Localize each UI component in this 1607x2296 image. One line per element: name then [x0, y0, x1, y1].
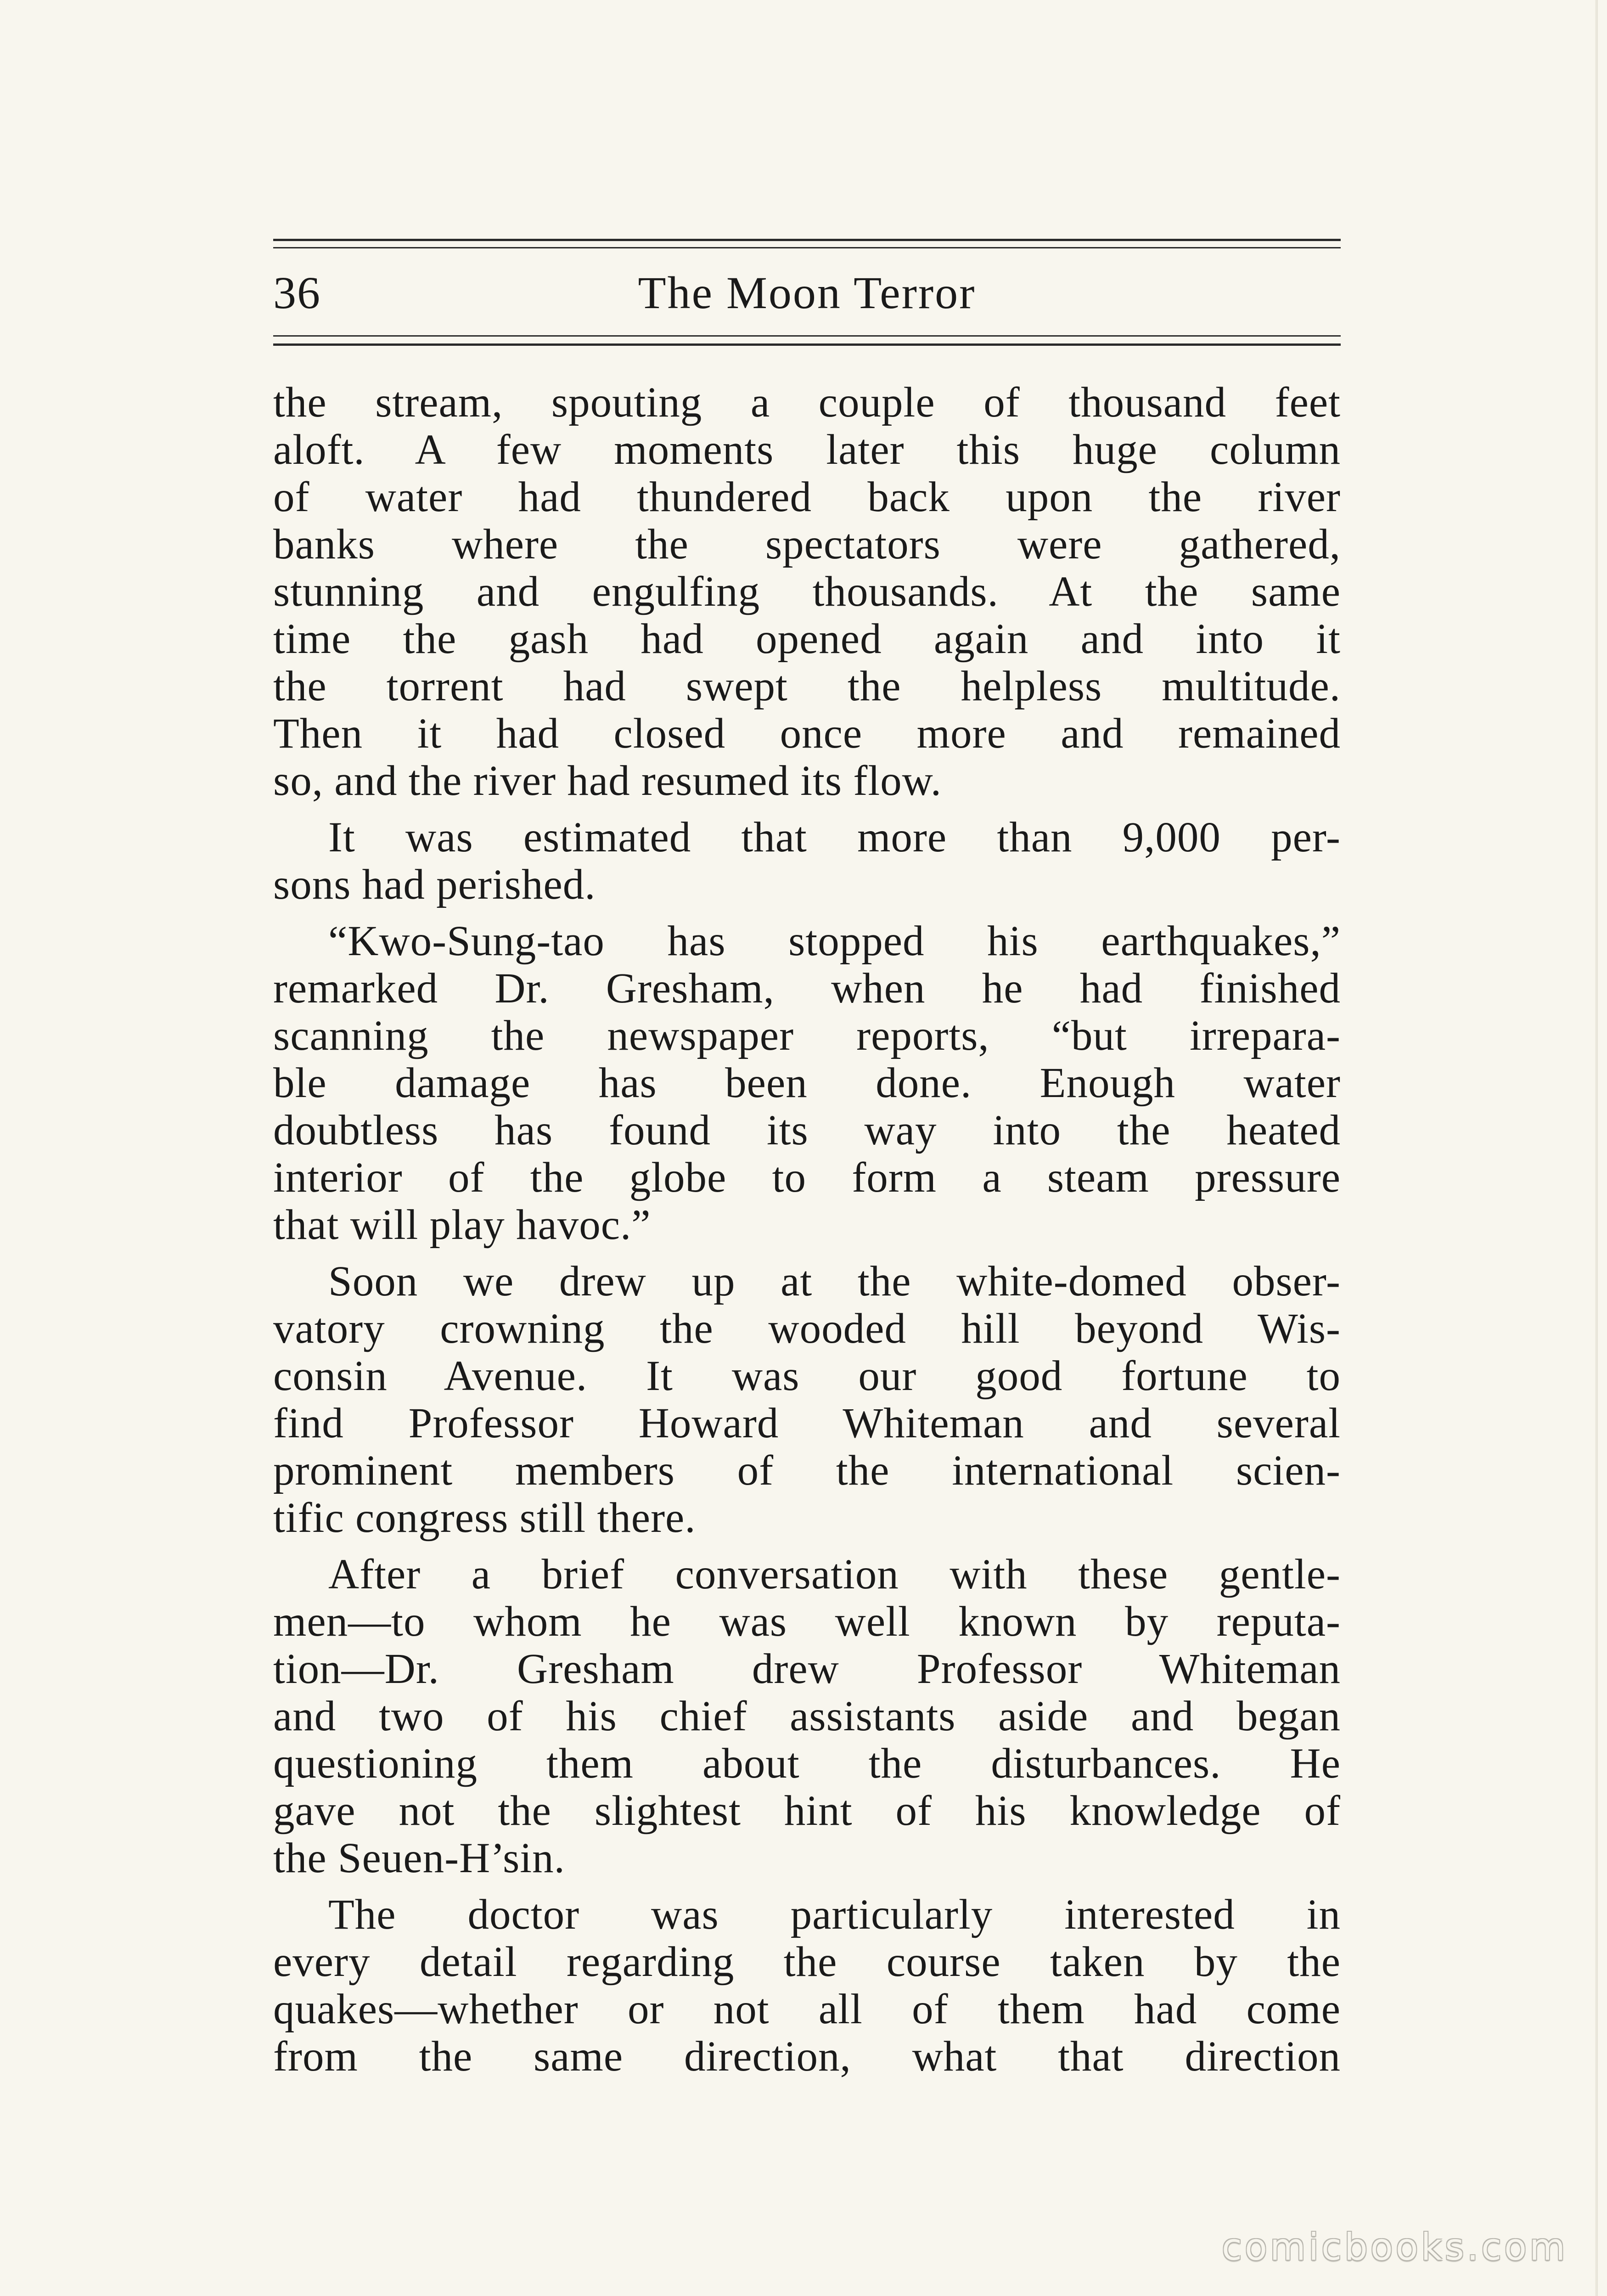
text-line: The doctor was particularly interested in [328, 1891, 1341, 1938]
text-line: It was estimated that more than 9,000 per- [328, 814, 1341, 861]
text-line: so, and the river had resumed its flow. [273, 757, 942, 805]
paragraph-1 [273, 379, 1341, 805]
header-rule-bottom-thick [273, 343, 1341, 346]
text-line: from the same direction, what that direction [273, 2033, 1341, 2080]
body-text [273, 379, 1341, 2080]
text-line: scanning the newspaper reports, “but irrepara- [273, 1012, 1341, 1059]
text-line: ble damage has been done. Enough water [273, 1059, 1341, 1107]
text-line: stunning and engulfing thousands. At the same [273, 568, 1341, 615]
page-edge-shadow [1595, 0, 1598, 2296]
text-line: tific congress still there. [273, 1494, 696, 1542]
text-line: find Professor Howard Whiteman and several [273, 1400, 1341, 1447]
running-title: The Moon Terror [638, 267, 976, 318]
paragraph-2 [273, 814, 1341, 908]
header-rule-top-thick [273, 239, 1341, 241]
text-line: “Kwo-Sung-tao has stopped his earthquakes,” [328, 917, 1341, 965]
text-line: gave not the slightest hint of his knowledge of [273, 1787, 1341, 1835]
text-line: time the gash had opened again and into it [273, 615, 1341, 663]
text-line: After a brief conversation with these gentle- [328, 1551, 1341, 1598]
text-line: doubtless has found its way into the heated [273, 1107, 1341, 1154]
text-line: quakes—whether or not all of them had come [273, 1986, 1341, 2033]
header-rule-bottom-thin [273, 335, 1341, 337]
text-line: questioning them about the disturbances. He [273, 1740, 1341, 1787]
text-line: men—to whom he was well known by reputa- [273, 1598, 1341, 1645]
text-line: prominent members of the international scien- [273, 1447, 1341, 1494]
text-line: remarked Dr. Gresham, when he had finished [273, 965, 1341, 1012]
text-line: Soon we drew up at the white-domed obser- [328, 1258, 1341, 1305]
running-head [273, 234, 1341, 354]
text-line: consin Avenue. It was our good fortune to [273, 1352, 1341, 1400]
text-line: the stream, spouting a couple of thousand feet [273, 379, 1341, 426]
text-line: banks where the spectators were gathered, [273, 521, 1341, 568]
text-line: vatory crowning the wooded hill beyond Wis- [273, 1305, 1341, 1352]
text-line: and two of his chief assistants aside and began [273, 1693, 1341, 1740]
text-line: aloft. A few moments later this huge column [273, 426, 1341, 473]
text-line: interior of the globe to form a steam pressure [273, 1154, 1341, 1201]
paragraph-3 [273, 917, 1341, 1249]
paragraph-6 [273, 1891, 1341, 2080]
text-line: that will play havoc.” [273, 1201, 651, 1249]
text-line: the torrent had swept the helpless multitude. [273, 663, 1341, 710]
text-line: Then it had closed once more and remained [273, 710, 1341, 757]
text-line: of water had thundered back upon the river [273, 473, 1341, 521]
text-line: the Seuen-H’sin. [273, 1835, 565, 1882]
text-line: sons had perished. [273, 861, 596, 908]
text-line: tion—Dr. Gresham drew Professor Whiteman [273, 1645, 1341, 1693]
text-line: every detail regarding the course taken by the [273, 1938, 1341, 1986]
site-watermark: comicbooks.com [1221, 2226, 1568, 2268]
page-number: 36 [273, 267, 321, 318]
header-rule-top-thin [273, 247, 1341, 248]
paragraph-5 [273, 1551, 1341, 1882]
paragraph-4 [273, 1258, 1341, 1542]
